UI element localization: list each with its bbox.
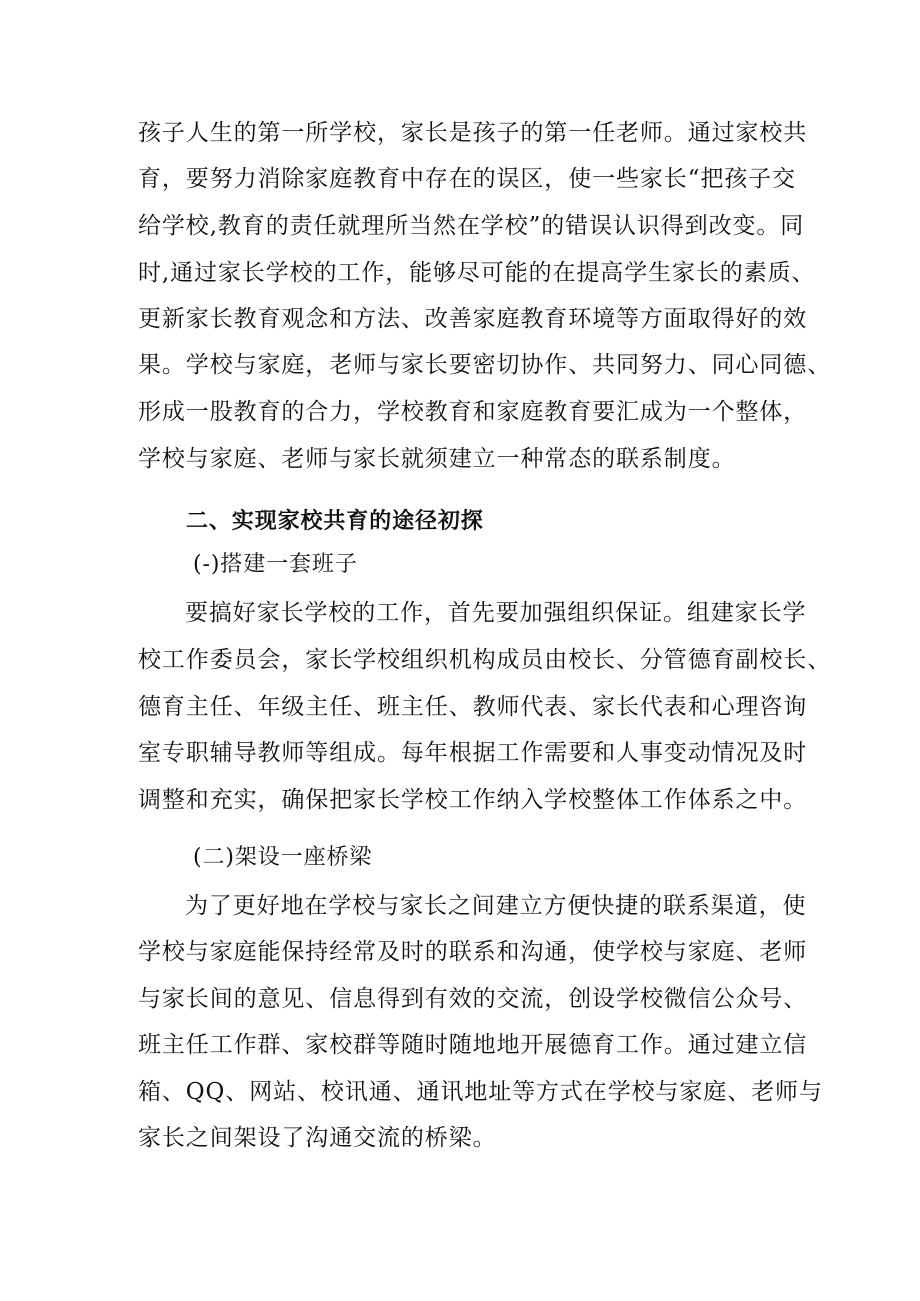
subsection-heading-1: (-)搭建一套班子: [193, 552, 358, 577]
paragraph-1-line: 给学校,教育的责任就理所当然在学校”的错误认识得到改变。同: [138, 213, 805, 239]
paragraph-3-line: 为了更好地在学校与家长之间建立方便快捷的联系渠道，使: [185, 893, 807, 919]
paragraph-1-line: 果。学校与家庭，老师与家长要密切协作、共同努力、同心同德、: [138, 352, 832, 378]
paragraph-3-line: 学校与家庭能保持经常及时的联系和沟通，使学校与家庭、老师: [138, 939, 808, 965]
paragraph-3-line: 与家长间的意见、信息得到有效的交流，创设学校微信公众号、: [138, 986, 808, 1012]
paragraph-3-line: 家长之间架设了沟通交流的桥梁。: [138, 1125, 497, 1151]
paragraph-2-line: 德育主任、年级主任、班主任、教师代表、家长代表和心理咨询: [138, 694, 808, 720]
paragraph-2-line: 室专职辅导教师等组成。每年根据工作需要和人事变动情况及时: [138, 740, 808, 766]
paragraph-3-line: 班主任工作群、家校群等随时随地地开展德育工作。通过建立信: [138, 1032, 808, 1058]
paragraph-2-line: 校工作委员会，家长学校组织机构成员由校长、分管德育副校长、: [138, 647, 832, 673]
paragraph-1-line: 更新家长教育观念和方法、改善家庭教育环境等方面取得好的效: [138, 306, 808, 332]
paragraph-1-line: 育，要努力消除家庭教育中存在的误区，使一些家长“把孩子交: [138, 166, 796, 192]
subsection-heading-2: (二)架设一座桥梁: [193, 845, 373, 870]
paragraph-1-line: 学校与家庭、老师与家长就须建立一种常态的联系制度。: [138, 446, 736, 472]
paragraph-2-line: 要搞好家长学校的工作，首先要加强组织保证。组建家长学: [185, 600, 807, 626]
paragraph-2-line: 调整和充实，确保把家长学校工作纳入学校整体工作体系之中。: [138, 787, 808, 813]
paragraph-1-line: 时,通过家长学校的工作，能够尽可能的在提高学生家长的素质、: [138, 260, 816, 286]
paragraph-3-line: 箱、QQ、网站、校讯通、通讯地址等方式在学校与家庭、老师与: [138, 1079, 823, 1105]
paragraph-1-line: 孩子人生的第一所学校，家长是孩子的第一任老师。通过家校共: [138, 120, 808, 146]
section-heading: 二、实现家校共育的途径初探: [186, 509, 484, 534]
paragraph-1-line: 形成一股教育的合力，学校教育和家庭教育要汇成为一个整体，: [138, 399, 808, 425]
